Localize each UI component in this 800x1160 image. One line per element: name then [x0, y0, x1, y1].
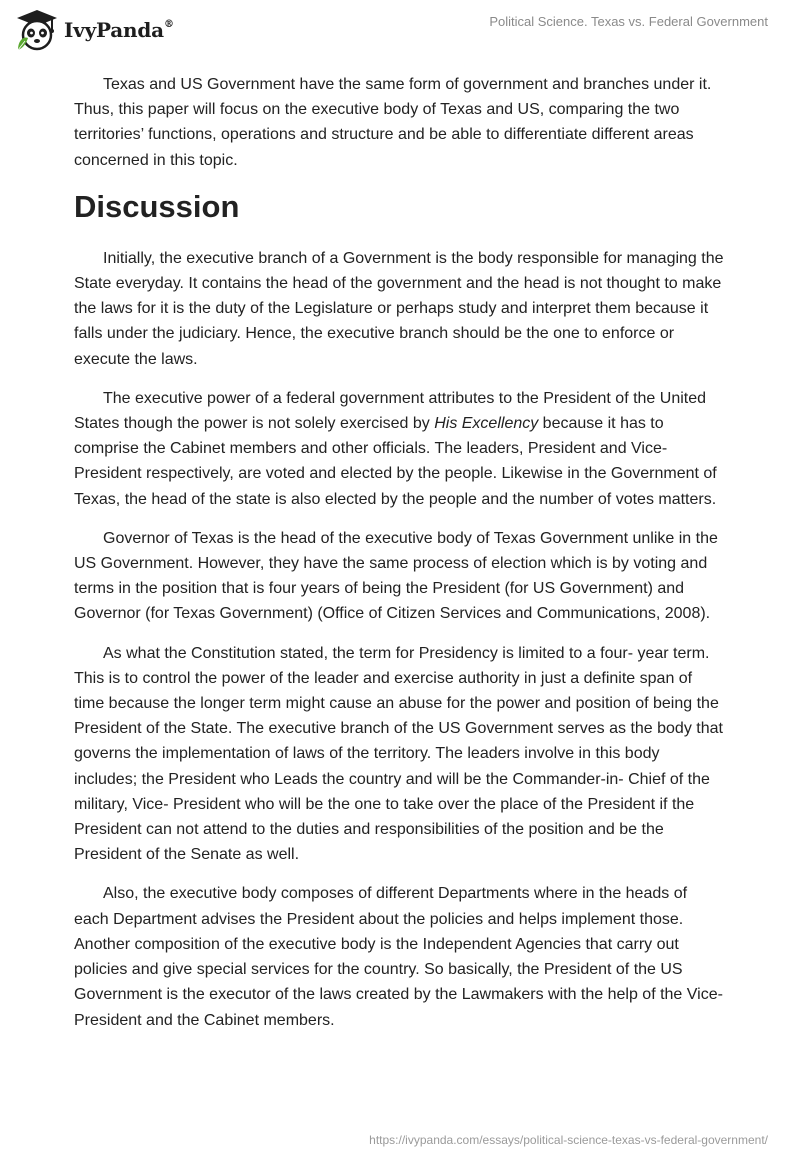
paragraph-5: Also, the executive body composes of different Departments where in the heads of each Department advises the President about the policies and helps implement those. Another composition of the executive body is the Independent Agencies that carry out policies and give special services for the country. So basically, the President of the US Government is the executor of the laws created by the Lawmakers with the help of the Vice- President and the Cabinet members.	[74, 885, 723, 1029]
page-header	[0, 0, 800, 60]
registered-mark: ®	[163, 19, 174, 31]
paragraph-2	[74, 386, 726, 512]
paragraph-3: Governor of Texas is the head of the executive body of Texas Government unlike in the US Government. However, they have the same process of election which is by voting and terms in the position that is four years of being the President (for US Government) and Governor (for Texas Government) (Office of Citizen Services and Communications, 2008).	[74, 529, 718, 623]
italic-phrase: His Excellency	[434, 415, 539, 433]
paragraph-2-text-end: because it has to comprise the Cabinet members and other officials. The leaders, President and Vice-President respectively, are voted and elected by the people. Likewise in the Government of Texas, the head of the state is also elected by the people and the number of votes matters.	[74, 415, 717, 508]
ivypanda-logo[interactable]	[14, 8, 174, 52]
panda-logo-icon	[14, 8, 60, 52]
intro-paragraph: Texas and US Government have the same form of government and branches under it. Thus, this paper will focus on the executive body of Texas and US, comparing the two territories’ functions, operations and structure and be able to differentiate different areas concerned in this topic.	[74, 76, 712, 169]
paragraph-4: As what the Constitution stated, the term for Presidency is limited to a four- year term. This is to control the power of the leader and exercise authority in just a definite span of time because the longer term might cause an abuse for the power and position of being the President of the State. The executive branch of the US Government serves as the body that governs the implementation of laws of the territory. The leaders involve in this body includes; the President who Leads the country and will be the Commander-in- Chief of the military, Vice- President who will be the one to take over the place of the President if the President can not attend to the duties and responsibilities of the position and be the President of the Senate as well.	[74, 644, 723, 864]
logo-wordmark: IvyPanda®	[64, 18, 174, 42]
paragraph-1: Initially, the executive branch of a Government is the body responsible for managing the State everyday. It contains the head of the government and the head is not thought to make the laws for it is the duty of the Legislature or perhaps study and interpret them because it falls under the judiciary. Hence, the executive branch should be the one to enforce or execute the laws.	[74, 249, 724, 368]
section-heading-discussion: Discussion	[74, 188, 240, 224]
document-title: Political Science. Texas vs. Federal Government	[489, 14, 768, 29]
essay-body	[74, 72, 726, 1047]
source-url[interactable]: https://ivypanda.com/essays/political-science-texas-vs-federal-government/	[369, 1133, 768, 1147]
paragraph-2-text-start: The executive power of a federal government attributes to the President of the United States though the power is not solely exercised by	[74, 389, 707, 433]
